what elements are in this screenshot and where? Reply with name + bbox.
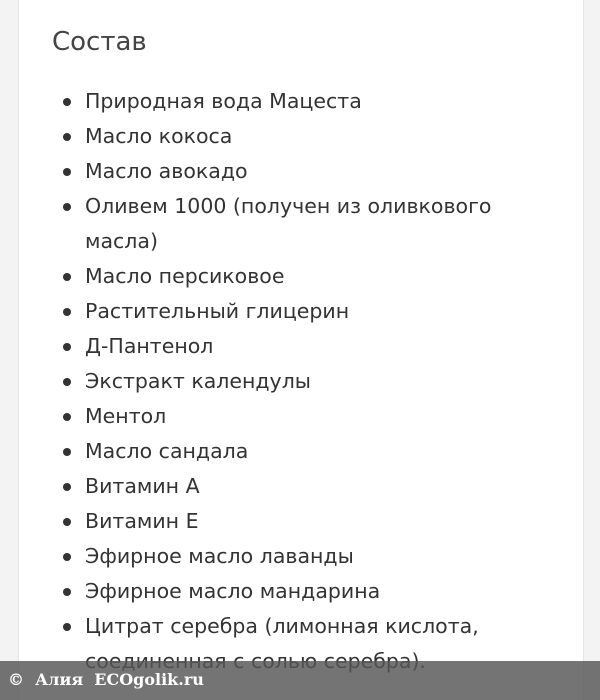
bullet-icon xyxy=(63,168,71,176)
list-item-text: Природная вода Мацеста xyxy=(85,89,362,113)
watermark-text: © Алия ECOgolik.ru xyxy=(8,670,204,689)
bullet-icon xyxy=(63,133,71,141)
bullet-icon xyxy=(63,623,71,631)
list-item xyxy=(60,574,530,609)
list-item-text: Масло персиковое xyxy=(85,264,285,288)
bullet-icon xyxy=(63,518,71,526)
list-item-text: Оливем 1000 (получен из оливкового масла) xyxy=(85,194,492,253)
list-item-text: Витамин А xyxy=(85,474,200,498)
bullet-icon xyxy=(63,553,71,561)
list-item-text: Экстракт календулы xyxy=(85,369,311,393)
bullet-icon xyxy=(63,343,71,351)
list-item-text: Ментол xyxy=(85,404,167,428)
bullet-icon xyxy=(63,448,71,456)
list-item-text: Масло сандала xyxy=(85,439,249,463)
list-item xyxy=(60,539,530,574)
ingredients-list xyxy=(60,84,530,679)
bullet-icon xyxy=(63,98,71,106)
bullet-icon xyxy=(63,588,71,596)
list-item xyxy=(60,364,530,399)
bullet-icon xyxy=(63,203,71,211)
list-item xyxy=(60,119,530,154)
list-item xyxy=(60,434,530,469)
list-item xyxy=(60,329,530,364)
section-title: Состав xyxy=(52,27,147,57)
list-item xyxy=(60,259,530,294)
bullet-icon xyxy=(63,273,71,281)
list-item-text: Масло авокадо xyxy=(85,159,248,183)
bullet-icon xyxy=(63,308,71,316)
watermark-bar xyxy=(0,661,600,700)
list-item-text: Д-Пантенол xyxy=(85,334,214,358)
list-item xyxy=(60,294,530,329)
list-item-text: Эфирное масло мандарина xyxy=(85,579,381,603)
bullet-icon xyxy=(63,413,71,421)
list-item xyxy=(60,189,530,259)
list-item xyxy=(60,154,530,189)
list-item-text: Растительный глицерин xyxy=(85,299,350,323)
list-item-text: Цитрат серебра (лимонная кислота, xyxy=(85,614,479,638)
list-item-text: Масло кокоса xyxy=(85,124,233,148)
bullet-icon xyxy=(63,378,71,386)
list-item-text: Витамин Е xyxy=(85,509,199,533)
list-item xyxy=(60,469,530,504)
list-item xyxy=(60,84,530,119)
list-item xyxy=(60,399,530,434)
list-item xyxy=(60,504,530,539)
bullet-icon xyxy=(63,483,71,491)
list-item-text: Эфирное масло лаванды xyxy=(85,544,354,568)
